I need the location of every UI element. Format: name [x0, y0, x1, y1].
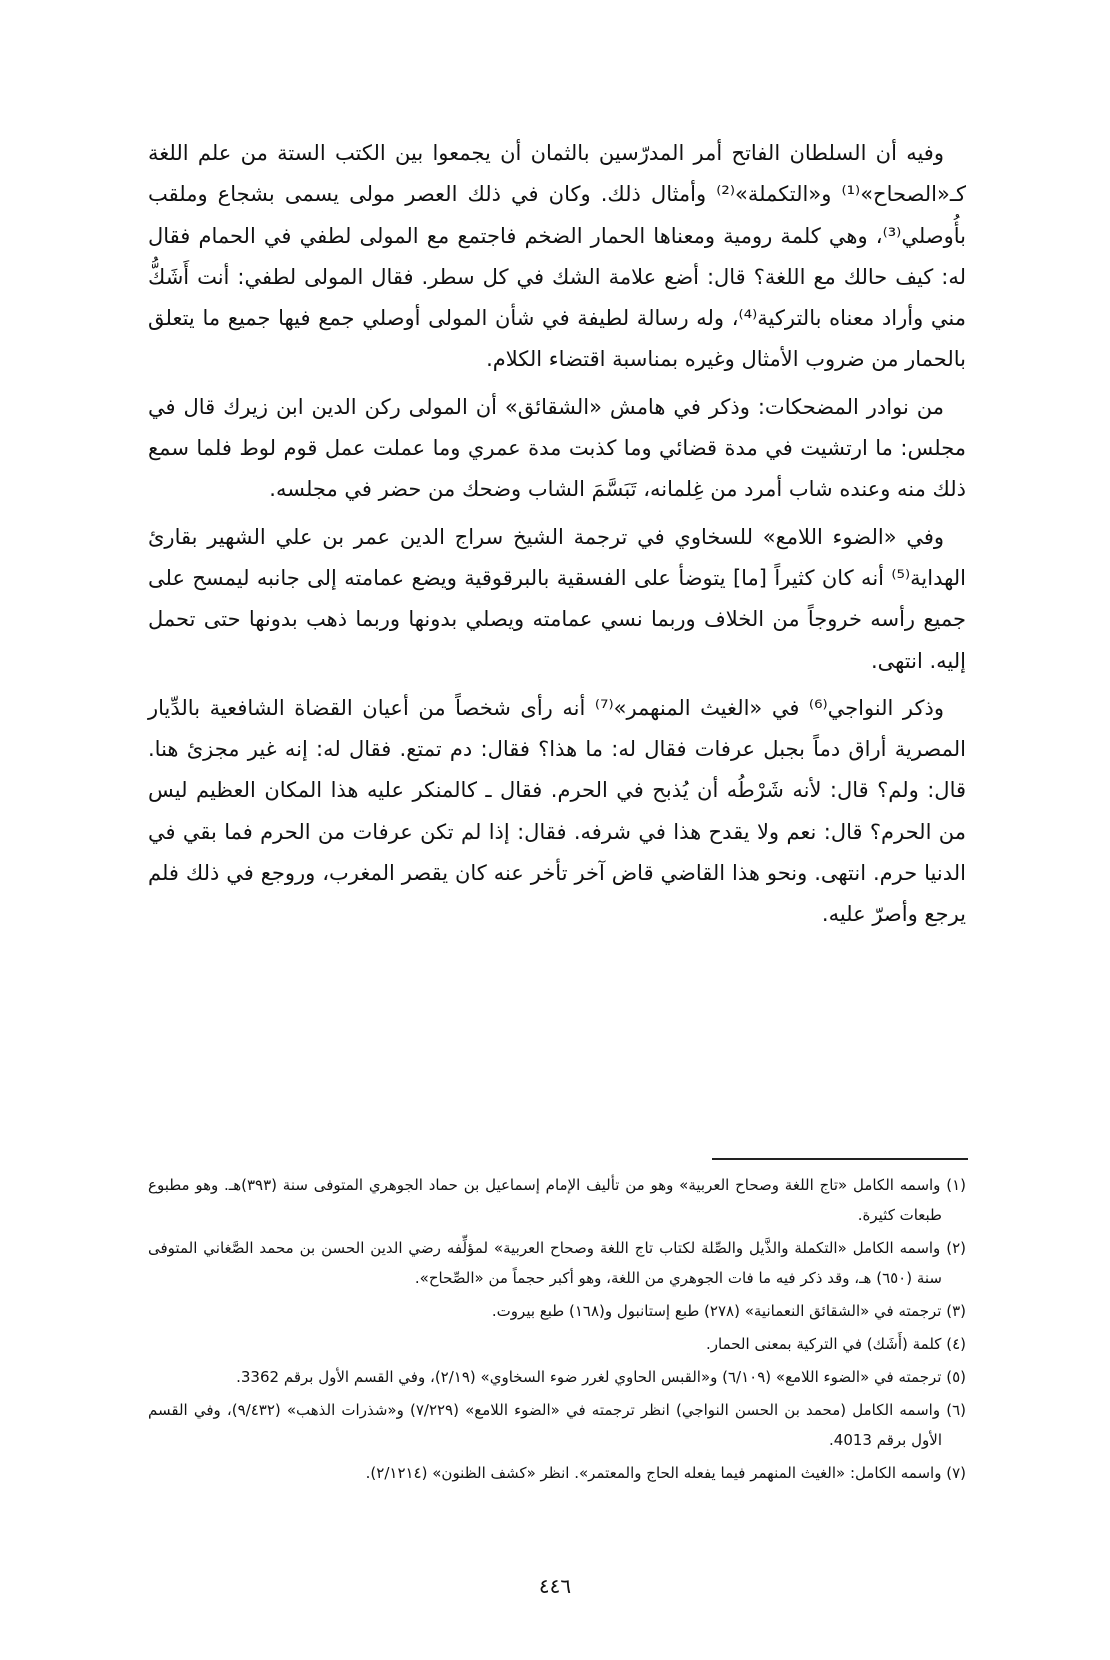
footnote-7: (٧) واسمه الكامل: «الغيث المنهمر فيما يفعله الحاج والمعتمر». انظر «كشف الظنون» (٢/١٢١٤). — [365, 1464, 966, 1482]
footnote-4: (٤) كلمة (أَشَك) في التركية بمعنى الحمار. — [706, 1335, 966, 1353]
footnote-2: (٢) واسمه الكامل «التكملة والذَّيل والصِّلة لكتاب تاج اللغة وصحاح العربية» لمؤلِّفه رضي الدين الحسن بن محمد الصَّغاني المتوفى سنة (٦٥٠) هـ، وقد ذكر فيه ما فات الجوهري من اللغة، وهو أكبر حجماً من «الصِّحاح». — [148, 1239, 966, 1287]
footnote-1: (١) واسمه الكامل «تاج اللغة وصحاح العربية» وهو من تأليف الإمام إسماعيل بن حماد الجوهري المتوفى سنة (٣٩٣)هـ. وهو مطبوع طبعات كثيرة. — [148, 1176, 966, 1224]
main-text-block — [148, 133, 966, 942]
footnotes-block — [148, 1170, 966, 1491]
body-paragraph: من نوادر المضحكات: وذكر في هامش «الشقائق» أن المولى ركن الدين ابن زيرك قال في مجلس: ما ارتشيت في مدة قضائي وما كذبت مدة عمري وما عملت عمل قوم لوط فلما سمع ذلك منه وعنده شاب أمرد من غِلمانه، تَبَسَّمَ الشاب وضحك من حضر في مجلسه. — [148, 394, 966, 502]
body-paragraph: وفيه أن السلطان الفاتح أمر المدرّسين بالثمان أن يجمعوا بين الكتب الستة من علم اللغة كـ«الصحاح»⁽¹⁾ و«التكملة»⁽²⁾ وأمثال ذلك. وكان في ذلك العصر مولى يسمى بشجاع وملقب بأُوصلي⁽³⁾، وهي كلمة رومية ومعناها الحمار الضخم فاجتمع مع المولى لطفي في الحمام فقال له: كيف حالك مع اللغة؟ قال: أضع علامة الشك في كل سطر. فقال المولى لطفي: أنت أَشَكُّ مني وأراد معناه بالتركية⁽⁴⁾، وله رسالة لطيفة في شأن المولى أوصلي جمع فيها جميع ما يتعلق بالحمار من ضروب الأمثال وغيره بمناسبة اقتضاء الكلام. — [148, 141, 966, 372]
body-paragraph: وذكر النواجي⁽⁶⁾ في «الغيث المنهمر»⁽⁷⁾ أنه رأى شخصاً من أعيان القضاة الشافعية بالدِّيار المصرية أراق دماً بجبل عرفات فقال له: ما هذا؟ فقال: دم تمتع. فقال له: إنه غير مجزئ هنا. قال: ولم؟ قال: لأنه شَرْطُه أن يُذبح في الحرم. فقال ـ كالمنكر عليه هذا المكان العظيم ليس من الحرم؟ قال: نعم ولا يقدح هذا في شرفه. فقال: إذا لم تكن عرفات من الحرم فما بقي في الدنيا حرم. انتهى. ونحو هذا القاضي قاض آخر تأخر عنه كان يقصر المغرب، وروجع في ذلك فلم يرجع وأصرّ عليه. — [148, 695, 966, 927]
page-number: ٤٤٦ — [538, 1574, 572, 1598]
footnote-3: (٣) ترجمته في «الشقائق النعمانية» (٢٧٨) طبع إستانبول و(١٦٨) طبع بيروت. — [491, 1302, 966, 1320]
footnote-5: (٥) ترجمته في «الضوء اللامع» (٦/١٠٩) و«القبس الحاوي لغرر ضوء السخاوي» (٢/١٩)، وفي القسم الأول برقم 3362. — [236, 1368, 966, 1386]
body-paragraph: وفي «الضوء اللامع» للسخاوي في ترجمة الشيخ سراج الدين عمر بن علي الشهير بقارئ الهداية⁽⁵⁾ أنه كان كثيراً [ما] يتوضأ على الفسقية بالبرقوقية ويضع عمامته إلى جانبه ليمسح على جميع رأسه خروجاً من الخلاف وربما نسي عمامته ويصلي بدونها وربما ذهب بدونها حتى تحمل إليه. انتهى. — [148, 524, 966, 673]
footnote-separator — [712, 1158, 968, 1160]
footnote-6: (٦) واسمه الكامل (محمد بن الحسن النواجي) انظر ترجمته في «الضوء اللامع» (٧/٢٢٩) و«شذرات الذهب» (٩/٤٣٢)، وفي القسم الأول برقم 4013. — [148, 1401, 966, 1449]
